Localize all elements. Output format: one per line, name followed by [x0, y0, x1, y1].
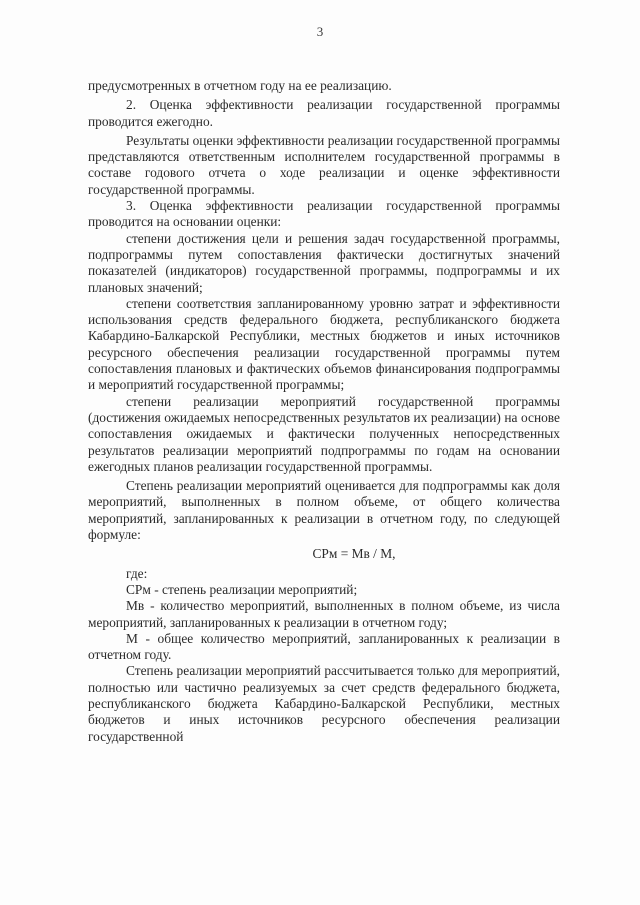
- paragraph: степени достижения цели и решения задач государственной программы, подпрограммы путем сопоставления фактически достигнутых значений показателей (индикаторов) государственной программы, подпрограммы и их плановых значений;: [88, 230, 560, 295]
- paragraph: 2. Оценка эффективности реализации государственной программы проводится ежегодно.: [88, 97, 560, 129]
- formula: СРм = Мв / М,: [312, 546, 396, 562]
- paragraph: Результаты оценки эффективности реализации государственной программы представляются ответственным исполнителем государственной программы в составе годового отчета о ходе реализации и оценке эффективности государственной программы.: [88, 132, 560, 197]
- paragraph: М - общее количество мероприятий, запланированных к реализации в отчетном году.: [88, 630, 560, 663]
- paragraph: Степень реализации мероприятий рассчитывается только для мероприятий, полностью или частично реализуемых за счет средств федерального бюджета, республиканского бюджета Кабардино-Балкарской Республики, местных бюджетов и иных источников ресурсного обеспечения реализации государственной: [88, 663, 560, 744]
- paragraph: 3. Оценка эффективности реализации государственной программы проводится на основании оценки:: [88, 198, 560, 230]
- paragraph: Степень реализации мероприятий оценивается для подпрограммы как доля мероприятий, выполненных в полном объеме, от общего количества мероприятий, запланированных к реализации в отчетном году, по следующей формуле:: [88, 478, 560, 543]
- paragraph: степени реализации мероприятий государственной программы (достижения ожидаемых непосредственных результатов их реализации) на основе сопоставления ожидаемых и фактически полученных непосредственных результатов реализации мероприятий подпрограммы по годам на основании ежегодных планов реализации государственной программы.: [88, 393, 560, 474]
- page-number: 3: [316, 24, 324, 39]
- paragraph: СРм - степень реализации мероприятий;: [126, 581, 358, 597]
- paragraph: степени соответствия запланированному уровню затрат и эффективности использования средств федерального бюджета, республиканского бюджета Кабардино-Балкарской Республики, местных бюджетов и иных источников ресурсного обеспечения реализации государственной программы путем сопоставления плановых и фактических объемов финансирования подпрограммы и мероприятий государственной программы;: [88, 295, 560, 393]
- paragraph: где:: [126, 565, 148, 581]
- paragraph: предусмотренных в отчетном году на ее реализацию.: [88, 78, 392, 93]
- paragraph: Мв - количество мероприятий, выполненных в полном объеме, из числа мероприятий, запланированных к реализации в отчетном году;: [88, 598, 560, 630]
- document-body: [88, 78, 560, 745]
